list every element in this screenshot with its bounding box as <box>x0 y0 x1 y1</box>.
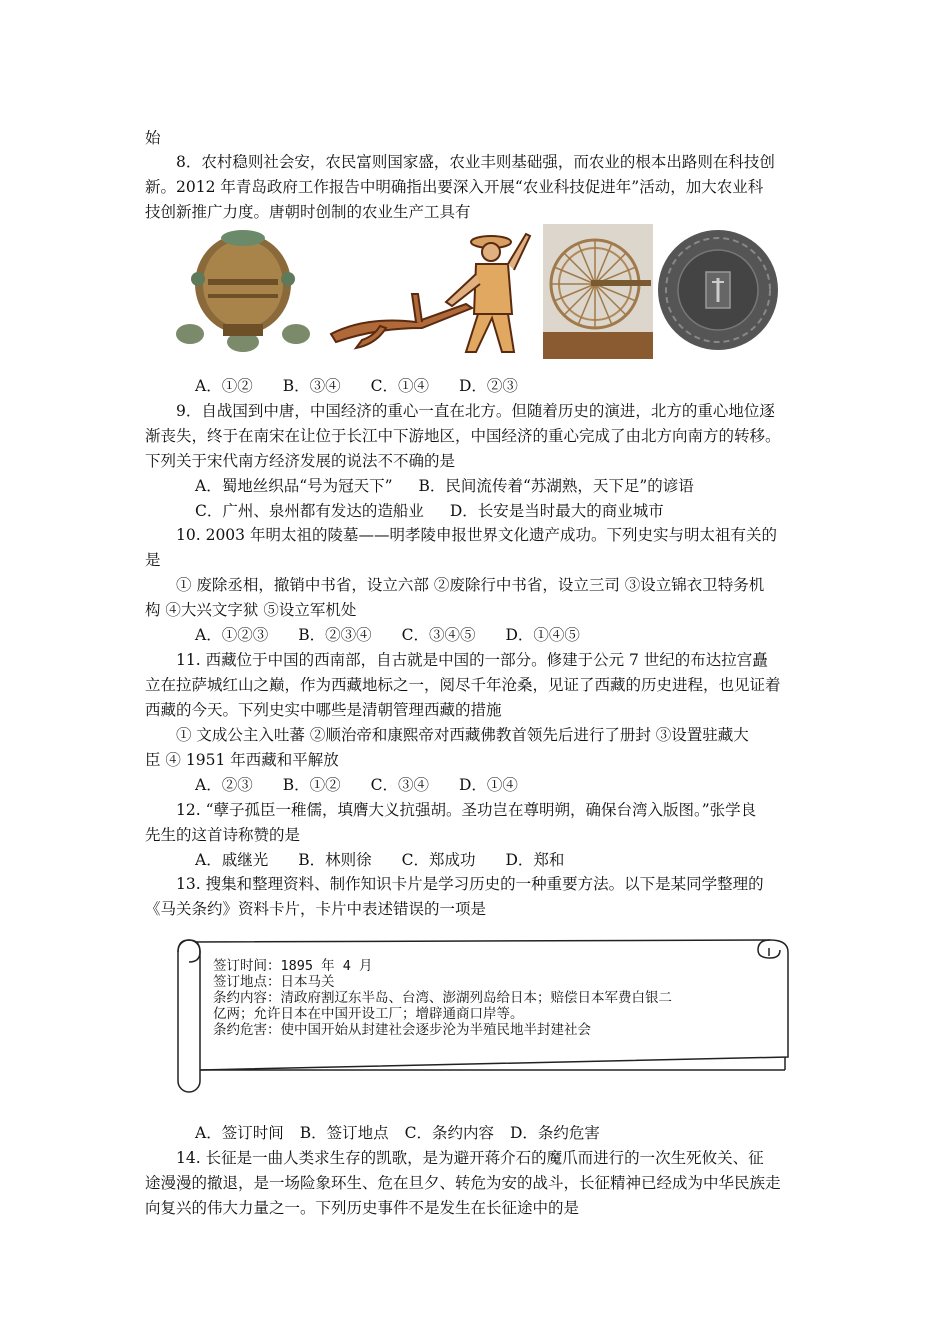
option-c[interactable]: C．①④ <box>370 377 429 395</box>
question-11-stem: 11. 西藏位于中国的西南部，自古就是中国的一部分。修建于公元 7 世纪的布达拉宫矗 <box>176 651 768 669</box>
option-a[interactable]: A．戚继光 <box>195 851 269 869</box>
question-13-options <box>195 1121 865 1146</box>
option-c[interactable]: C．③④ <box>370 776 429 794</box>
card-sign-time: 签订时间：1895 年 4 月 <box>213 958 373 974</box>
option-c[interactable]: C．条约内容 <box>404 1124 494 1142</box>
option-c[interactable]: C．广州、泉州都有发达的造船业 <box>195 502 424 520</box>
question-9-stem: 9．自战国到中唐，中国经济的重心一直在北方。但随着历史的演进，北方的重心地位逐 <box>176 402 775 420</box>
card-sign-place: 签订地点：日本马关 <box>213 974 335 990</box>
option-d[interactable]: D．郑和 <box>505 851 565 869</box>
question-12-options <box>195 848 865 873</box>
card-harm: 条约危害：使中国开始从封建社会逐步沦为半殖民地半封建社会 <box>213 1022 591 1038</box>
question-9-options-row1 <box>195 474 865 499</box>
question-14-stem-cont: 途漫漫的撤退，是一场险象环生、危在旦夕、转危为安的战斗，长征精神已经成为中华民族走 <box>145 1174 781 1192</box>
option-a[interactable]: A．②③ <box>195 776 253 794</box>
question-11-items: ① 文成公主入吐蕃 ②顺治帝和康熙帝对西藏佛教首领先后进行了册封 ③设置驻藏大 <box>176 726 749 744</box>
question-9-options-row2 <box>195 499 865 524</box>
text-line: 始 <box>145 129 161 147</box>
question-9-stem-cont: 下列关于宋代南方经济发展的说法不不确的是 <box>145 452 456 470</box>
question-11-options <box>195 773 865 798</box>
question-8-stem-cont: 新。2012 年青岛政府工作报告中明确指出要深入开展“农业科技促进年”活动，加大农业科 <box>145 178 764 196</box>
option-d[interactable]: D．②③ <box>458 377 518 395</box>
option-b[interactable]: B．签订地点 <box>299 1124 389 1142</box>
question-14-stem: 14. 长征是一曲人类求生存的凯歌，是为避开蒋介石的魔爪而进行的一次生死攸关、征 <box>176 1149 764 1167</box>
question-12-stem-cont: 先生的这首诗称赞的是 <box>145 826 301 844</box>
option-a[interactable]: A．①②③ <box>195 626 269 644</box>
tools-image-row <box>168 224 788 359</box>
option-b[interactable]: B．①② <box>282 776 341 794</box>
question-8-stem: 8．农村稳则社会安，农民富则国家盛，农业丰则基础强，而农业的根本出路则在科技创 <box>176 153 775 171</box>
question-10-items-cont: 构 ④大兴文字狱 ⑤设立军机处 <box>145 601 357 619</box>
card-content-cont: 亿两；允许日本在中国开设工厂；增辟通商口岸等。 <box>213 1006 524 1022</box>
option-b[interactable]: B．林则徐 <box>298 851 372 869</box>
question-14-stem-cont: 向复兴的伟大力量之一。下列历史事件不是发生在长征途中的是 <box>145 1199 580 1217</box>
question-13-stem-cont: 《马关条约》资料卡片，卡片中表述错误的一项是 <box>145 900 487 918</box>
water-wheel-image <box>543 224 653 359</box>
card-content: 条约内容：清政府割辽东半岛、台湾、澎湖列岛给日本；赔偿日本军费白银二 <box>213 990 672 1006</box>
ancient-coin-image <box>656 224 781 359</box>
question-12-stem: 12. “孽子孤臣一稚儒，填膺大义抗强胡。圣功岂在尊明朔，确保台湾入版图。”张学良 <box>176 801 757 819</box>
question-8-options <box>195 374 865 399</box>
option-a[interactable]: A．签订时间 <box>195 1124 284 1142</box>
option-d[interactable]: D．长安是当时最大的商业城市 <box>449 502 664 520</box>
option-b[interactable]: B．民间流传着“苏湖熟，天下足”的谚语 <box>418 477 694 495</box>
question-13-stem: 13. 搜集和整理资料、制作知识卡片是学习历史的一种重要方法。以下是某同学整理的 <box>176 875 764 893</box>
question-11-stem-cont: 西藏的今天。下列史实中哪些是清朝管理西藏的措施 <box>145 701 502 719</box>
option-d[interactable]: D．条约危害 <box>509 1124 600 1142</box>
option-d[interactable]: D．①④ <box>458 776 518 794</box>
option-c[interactable]: C．③④⑤ <box>401 626 476 644</box>
seismograph-image <box>168 224 318 359</box>
option-a[interactable]: A．①② <box>195 377 253 395</box>
question-11-items-cont: 臣 ④ 1951 年西藏和平解放 <box>145 751 339 769</box>
option-b[interactable]: B．③④ <box>282 377 341 395</box>
question-10-items: ① 废除丞相，撤销中书省，设立六部 ②废除行中书省，设立三司 ③设立锦衣卫特务机 <box>176 576 765 594</box>
option-a[interactable]: A．蜀地丝织品“号为冠天下” <box>195 477 393 495</box>
question-11-stem-cont: 立在拉萨城红山之巅，作为西藏地标之一，阅尽千年沧桑，见证了西藏的历史进程，也见证着 <box>145 676 781 694</box>
question-10-options <box>195 623 865 648</box>
option-c[interactable]: C．郑成功 <box>401 851 476 869</box>
question-10-stem-cont: 是 <box>145 551 161 569</box>
option-d[interactable]: D．①④⑤ <box>505 626 580 644</box>
option-b[interactable]: B．②③④ <box>298 626 372 644</box>
curved-plow-image <box>326 224 538 359</box>
question-10-stem: 10. 2003 年明太祖的陵墓——明孝陵申报世界文化遗产成功。下列史实与明太祖有关的 <box>176 526 777 544</box>
question-8-stem-cont: 技创新推广力度。唐朝时创制的农业生产工具有 <box>145 203 471 221</box>
question-9-stem-cont: 渐丧失，终于在南宋在让位于长江中下游地区，中国经济的重心完成了由北方向南方的转移。 <box>145 427 781 445</box>
